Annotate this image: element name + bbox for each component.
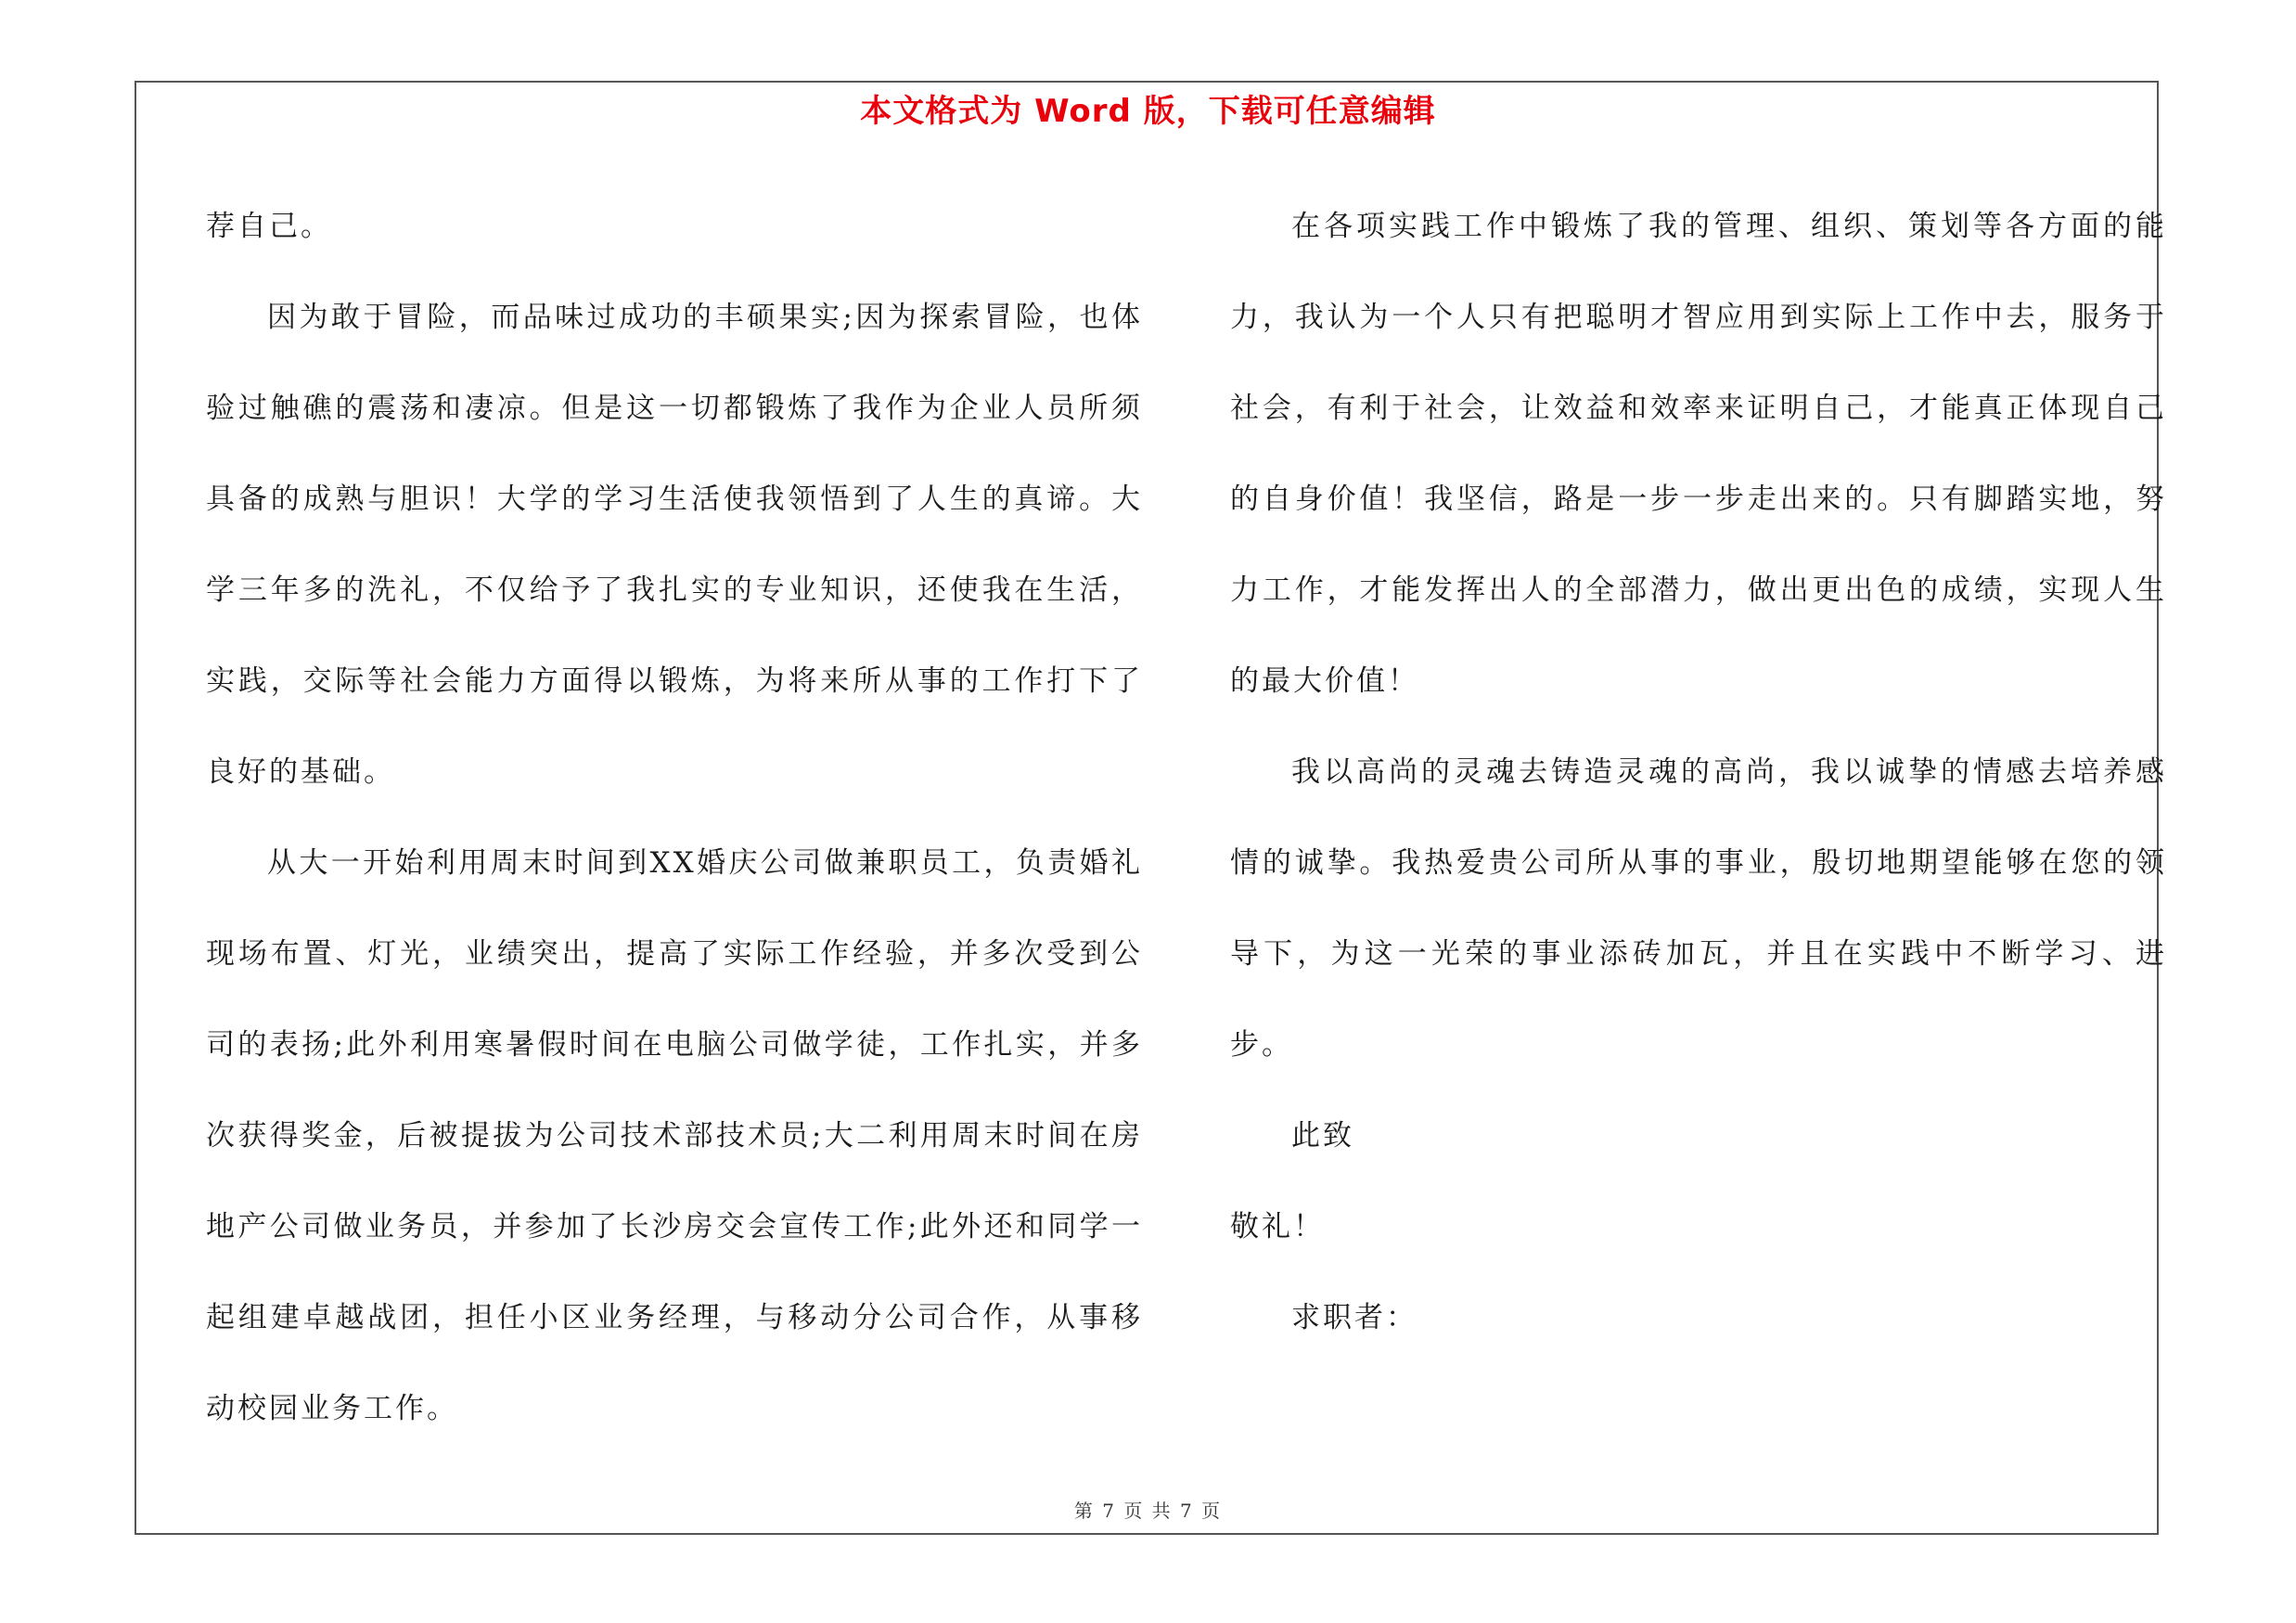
closing-salutation xyxy=(1230,1090,2167,1181)
left-column xyxy=(206,181,1143,1454)
closing-regards xyxy=(1230,1181,2167,1272)
paragraph-text: 荐自己。 xyxy=(206,210,332,243)
applicant-signature-line xyxy=(1230,1272,2167,1363)
right-column xyxy=(1230,181,2167,1363)
paragraph-text: 从大一开始利用周末时间到XX婚庆公司做兼职员工，负责婚礼现场布置、灯光，业绩突出，提高了实际工作经验，并多次受到公司的表扬;此外利用寒暑假时间在电脑公司做学徒，工作扎实，并多次获得奖金，后被提拔为公司技术部技术员;大二利用周末时间在房地产公司做业务员，并参加了长沙房交会宣传工作;此外还和同学一起组建卓越战团，担任小区业务经理，与移动分公司合作，从事移动校园业务工作。 xyxy=(206,846,1143,1425)
paragraph xyxy=(1230,727,2167,1090)
paragraph-text: 求职者： xyxy=(1291,1301,1417,1334)
paragraph-text: 在各项实践工作中锻炼了我的管理、组织、策划等各方面的能力，我认为一个人只有把聪明才智应用到实际上工作中去，服务于社会，有利于社会，让效益和效率来证明自己，才能真正体现自己的自身价值！我坚信，路是一步一步走出来的。只有脚踏实地，努力工作，才能发挥出人的全部潜力，做出更出色的成绩，实现人生的最大价值！ xyxy=(1230,210,2167,698)
paragraph xyxy=(206,181,1143,272)
paragraph xyxy=(206,272,1143,818)
page-number-footer: 第 7 页 共 7 页 xyxy=(1073,1500,1223,1522)
paragraph-text: 此致 xyxy=(1291,1119,1354,1153)
format-banner: 本文格式为 Word 版，下载可任意编辑 xyxy=(860,93,1436,130)
paragraph xyxy=(1230,181,2167,727)
paragraph-text: 因为敢于冒险，而品味过成功的丰硕果实;因为探索冒险，也体验过触礁的震荡和凄凉。但是这一切都锻炼了我作为企业人员所须具备的成熟与胆识！大学的学习生活使我领悟到了人生的真谛。大学三年多的洗礼，不仅给予了我扎实的专业知识，还使我在生活，实践，交际等社会能力方面得以锻炼，为将来所从事的工作打下了良好的基础。 xyxy=(206,301,1143,789)
paragraph-text: 敬礼！ xyxy=(1230,1210,1325,1243)
paragraph xyxy=(206,818,1143,1454)
paragraph-text: 我以高尚的灵魂去铸造灵魂的高尚，我以诚挚的情感去培养感情的诚挚。我热爱贵公司所从事的事业，殷切地期望能够在您的领导下，为这一光荣的事业添砖加瓦，并且在实践中不断学习、进步。 xyxy=(1230,755,2167,1062)
